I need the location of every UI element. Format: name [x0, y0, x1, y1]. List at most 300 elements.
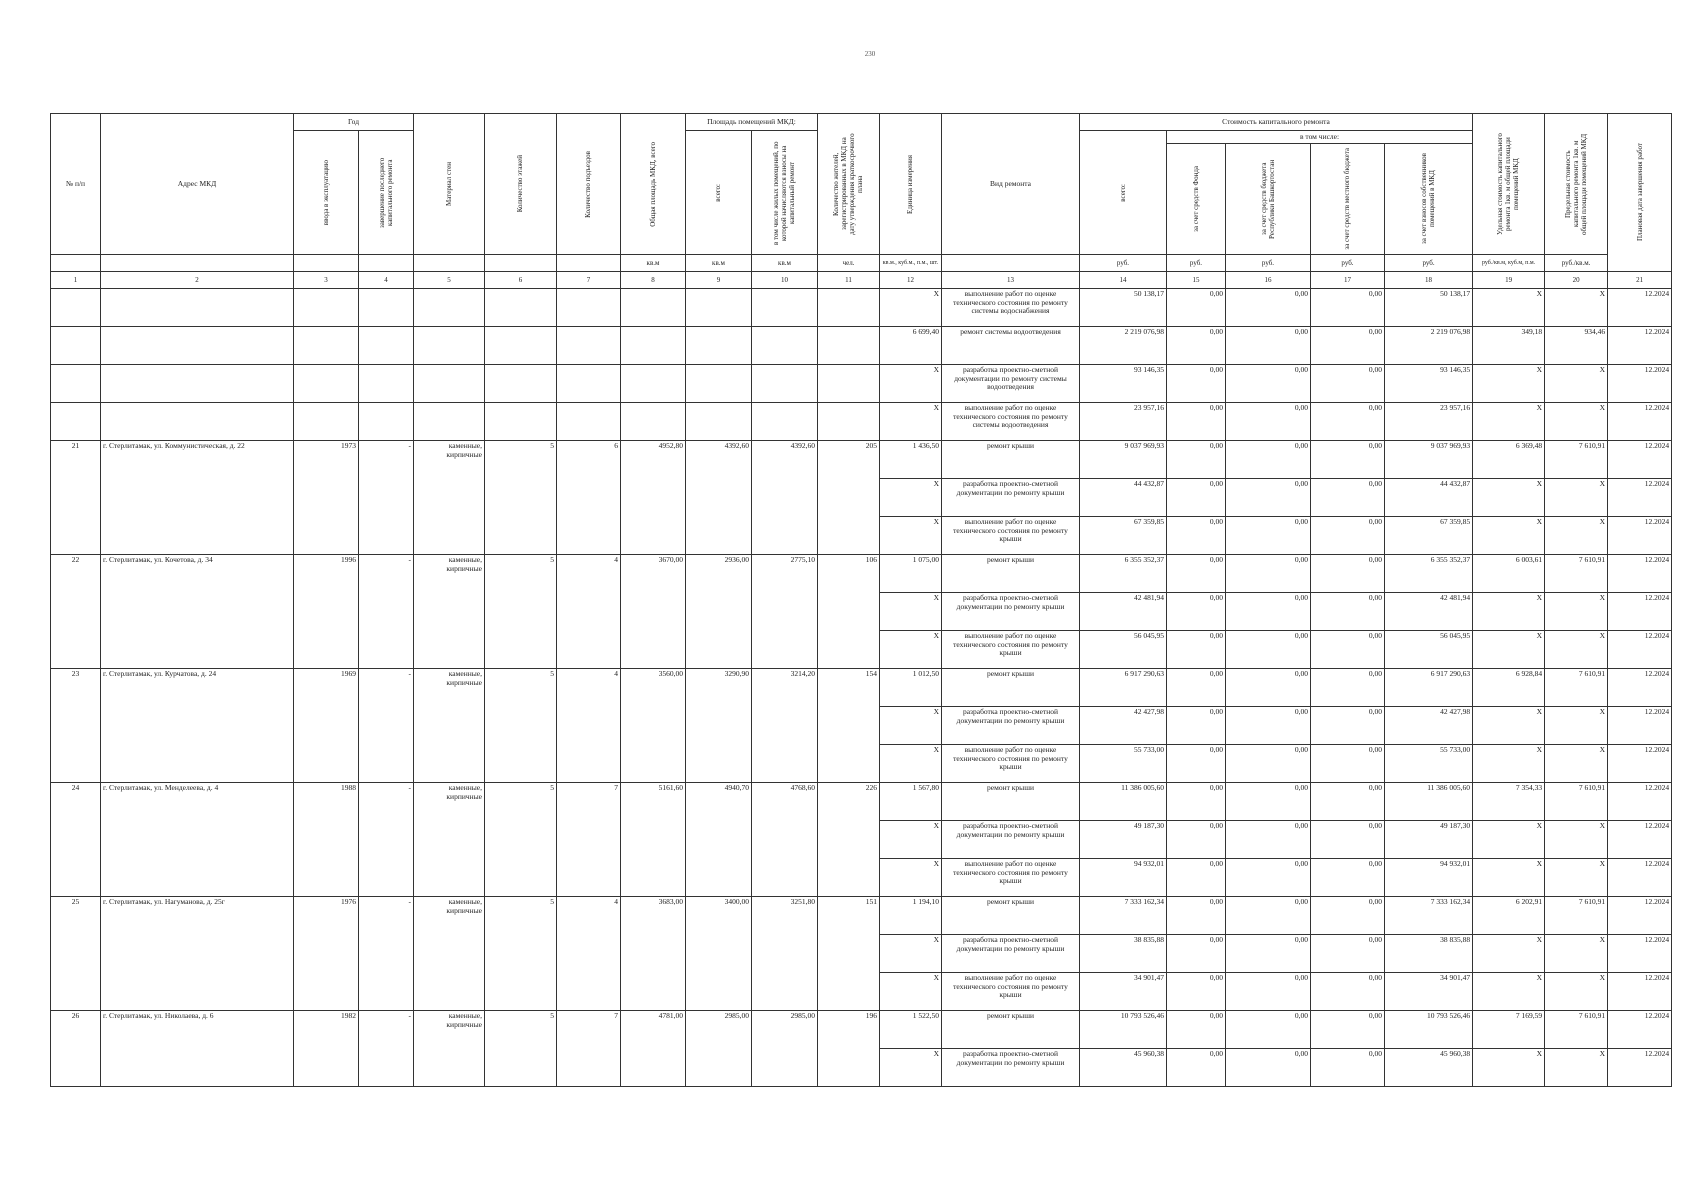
cost-total: 93 146,35: [1080, 365, 1167, 403]
cost-local-budget: 0,00: [1311, 669, 1385, 707]
limit-cost: X: [1545, 517, 1608, 555]
limit-cost: X: [1545, 365, 1608, 403]
col-header-7: Количество подъездов: [557, 114, 621, 255]
cost-group-header: Стоимость капитального ремонта: [1080, 114, 1473, 131]
specific-cost: 349,18: [1473, 327, 1545, 365]
residents-count: 154: [818, 669, 880, 783]
empty-cell: [557, 289, 621, 327]
specific-cost: X: [1473, 821, 1545, 859]
completion-date: 12.2024: [1608, 403, 1672, 441]
cost-owners: 94 932,01: [1385, 859, 1473, 897]
work-type: ремонт крыши: [942, 441, 1080, 479]
cost-fund: 0,00: [1167, 859, 1226, 897]
completion-date: 12.2024: [1608, 669, 1672, 707]
cost-fund: 0,00: [1167, 517, 1226, 555]
col-header-19: Удельная стоимость капитального ремонта 1кв. м общей площади помещений МКД: [1473, 114, 1545, 255]
unit-8: кв.м: [621, 255, 686, 272]
cost-republic-budget: 0,00: [1226, 1011, 1311, 1049]
cost-fund: 0,00: [1167, 973, 1226, 1011]
table-row: [51, 365, 1672, 403]
work-unit-value: X: [880, 707, 942, 745]
column-number: 11: [818, 272, 880, 289]
column-number: 21: [1608, 272, 1672, 289]
completion-date: 12.2024: [1608, 631, 1672, 669]
empty-cell: [686, 327, 752, 365]
cost-total: 49 187,30: [1080, 821, 1167, 859]
incl-group-header: в том числе:: [1167, 131, 1473, 144]
cost-republic-budget: 0,00: [1226, 973, 1311, 1011]
work-type: разработка проектно-сметной документации по ремонту системы водоотведения: [942, 365, 1080, 403]
cost-local-budget: 0,00: [1311, 441, 1385, 479]
cost-fund: 0,00: [1167, 745, 1226, 783]
col-header-13: Вид ремонта: [942, 114, 1080, 255]
cost-republic-budget: 0,00: [1226, 897, 1311, 935]
house-address: г. Стерлитамак, ул. Николаева, д. 6: [101, 1011, 294, 1087]
entrances-count: 6: [557, 441, 621, 555]
cost-republic-budget: 0,00: [1226, 745, 1311, 783]
floors-count: 5: [485, 441, 557, 555]
column-number: 8: [621, 272, 686, 289]
limit-cost: X: [1545, 1049, 1608, 1087]
cost-owners: 9 037 969,93: [1385, 441, 1473, 479]
house-number: 24: [51, 783, 101, 897]
cost-republic-budget: 0,00: [1226, 403, 1311, 441]
empty-cell: [752, 289, 818, 327]
work-unit-value: X: [880, 745, 942, 783]
cost-local-budget: 0,00: [1311, 745, 1385, 783]
limit-cost: X: [1545, 707, 1608, 745]
work-type: выполнение работ по оценке технического состояния по ремонту крыши: [942, 631, 1080, 669]
house-address: г. Стерлитамак, ул. Нагуманова, д. 25г: [101, 897, 294, 1011]
floors-count: 5: [485, 555, 557, 669]
total-area: 4952,80: [621, 441, 686, 555]
empty-cell: [686, 289, 752, 327]
cost-local-budget: 0,00: [1311, 935, 1385, 973]
col-header-12: Единица измерения: [880, 114, 942, 255]
cost-republic-budget: 0,00: [1226, 479, 1311, 517]
cost-total: 7 333 162,34: [1080, 897, 1167, 935]
empty-cell: [557, 403, 621, 441]
completion-date: 12.2024: [1608, 783, 1672, 821]
cost-owners: 11 386 005,60: [1385, 783, 1473, 821]
cost-total: 42 481,94: [1080, 593, 1167, 631]
empty-cell: [485, 365, 557, 403]
cost-total: 23 957,16: [1080, 403, 1167, 441]
column-number-row: [51, 272, 1672, 289]
wall-material: каменные, кирпичные: [414, 897, 485, 1011]
work-type: выполнение работ по оценке технического состояния по ремонту системы водоснабжения: [942, 289, 1080, 327]
cost-local-budget: 0,00: [1311, 517, 1385, 555]
last-repair-year: -: [359, 441, 414, 555]
limit-cost: X: [1545, 973, 1608, 1011]
empty-cell: [359, 403, 414, 441]
work-type: выполнение работ по оценке технического состояния по ремонту крыши: [942, 859, 1080, 897]
col-header-5: Материал стен: [414, 114, 485, 255]
specific-cost: X: [1473, 745, 1545, 783]
cost-fund: 0,00: [1167, 479, 1226, 517]
total-area: 4781,00: [621, 1011, 686, 1087]
total-area: 3683,00: [621, 897, 686, 1011]
cost-fund: 0,00: [1167, 783, 1226, 821]
empty-cell: [686, 403, 752, 441]
completion-date: 12.2024: [1608, 1011, 1672, 1049]
cost-local-budget: 0,00: [1311, 403, 1385, 441]
premises-area: 4940,70: [686, 783, 752, 897]
column-number: 4: [359, 272, 414, 289]
col-header-10: в том числе жилых помещений, по которой начисляются взносы на капитальный ремонт: [752, 131, 818, 255]
cost-republic-budget: 0,00: [1226, 783, 1311, 821]
empty-cell: [621, 365, 686, 403]
work-type: ремонт крыши: [942, 555, 1080, 593]
work-type: выполнение работ по оценке технического состояния по ремонту системы водоотведения: [942, 403, 1080, 441]
cost-fund: 0,00: [1167, 403, 1226, 441]
empty-cell: [414, 403, 485, 441]
work-unit-value: X: [880, 1049, 942, 1087]
last-repair-year: -: [359, 783, 414, 897]
empty-cell: [51, 365, 101, 403]
cost-owners: 50 138,17: [1385, 289, 1473, 327]
col-header-17: за счет средств местного бюджета: [1311, 144, 1385, 255]
house-number: 21: [51, 441, 101, 555]
cost-republic-budget: 0,00: [1226, 365, 1311, 403]
empty-cell: [101, 403, 294, 441]
cost-fund: 0,00: [1167, 289, 1226, 327]
floors-count: 5: [485, 1011, 557, 1087]
entrances-count: 7: [557, 783, 621, 897]
limit-cost: X: [1545, 745, 1608, 783]
specific-cost: X: [1473, 973, 1545, 1011]
cost-local-budget: 0,00: [1311, 859, 1385, 897]
empty-cell: [359, 365, 414, 403]
cost-local-budget: 0,00: [1311, 897, 1385, 935]
empty-cell: [51, 403, 101, 441]
limit-cost: X: [1545, 593, 1608, 631]
entrances-count: 4: [557, 555, 621, 669]
cost-local-budget: 0,00: [1311, 631, 1385, 669]
work-type: разработка проектно-сметной документации по ремонту крыши: [942, 707, 1080, 745]
column-number: 18: [1385, 272, 1473, 289]
completion-date: 12.2024: [1608, 745, 1672, 783]
empty-cell: [686, 365, 752, 403]
limit-cost: 934,46: [1545, 327, 1608, 365]
table-row: [51, 669, 1672, 707]
cost-fund: 0,00: [1167, 707, 1226, 745]
work-type: выполнение работ по оценке технического состояния по ремонту крыши: [942, 517, 1080, 555]
limit-cost: 7 610,91: [1545, 555, 1608, 593]
cost-local-budget: 0,00: [1311, 1049, 1385, 1087]
unit-12: кв.м., куб.м., п.м., шт.: [880, 255, 942, 272]
specific-cost: X: [1473, 403, 1545, 441]
cost-republic-budget: 0,00: [1226, 289, 1311, 327]
unit-10: кв.м: [752, 255, 818, 272]
cost-owners: 42 427,98: [1385, 707, 1473, 745]
work-unit-value: 1 522,50: [880, 1011, 942, 1049]
cost-total: 6 917 290,63: [1080, 669, 1167, 707]
work-unit-value: X: [880, 973, 942, 1011]
header-row-1: [51, 114, 1672, 131]
work-type: разработка проектно-сметной документации по ремонту крыши: [942, 935, 1080, 973]
empty-cell: [101, 289, 294, 327]
work-type: ремонт системы водоотведения: [942, 327, 1080, 365]
empty-cell: [752, 403, 818, 441]
column-number: 17: [1311, 272, 1385, 289]
cost-total: 11 386 005,60: [1080, 783, 1167, 821]
entrances-count: 7: [557, 1011, 621, 1087]
column-number: 12: [880, 272, 942, 289]
empty-cell: [485, 327, 557, 365]
col-header-3: ввода в эксплуатацию: [294, 131, 359, 255]
empty-cell: [294, 403, 359, 441]
house-number: 25: [51, 897, 101, 1011]
cost-total: 42 427,98: [1080, 707, 1167, 745]
limit-cost: X: [1545, 479, 1608, 517]
residential-area: 4768,60: [752, 783, 818, 897]
cost-local-budget: 0,00: [1311, 479, 1385, 517]
specific-cost: X: [1473, 479, 1545, 517]
table-row: [51, 1011, 1672, 1049]
floors-count: 5: [485, 669, 557, 783]
limit-cost: X: [1545, 631, 1608, 669]
specific-cost: 6 003,61: [1473, 555, 1545, 593]
table-row: [51, 441, 1672, 479]
cost-republic-budget: 0,00: [1226, 859, 1311, 897]
cost-total: 56 045,95: [1080, 631, 1167, 669]
completion-date: 12.2024: [1608, 365, 1672, 403]
year-built: 1982: [294, 1011, 359, 1087]
empty-cell: [101, 365, 294, 403]
cost-total: 45 960,38: [1080, 1049, 1167, 1087]
empty-cell: [621, 289, 686, 327]
unit-18: руб.: [1385, 255, 1473, 272]
work-type: ремонт крыши: [942, 897, 1080, 935]
table-row: [51, 289, 1672, 327]
wall-material: каменные, кирпичные: [414, 1011, 485, 1087]
unit-15: руб.: [1167, 255, 1226, 272]
total-area: 3670,00: [621, 555, 686, 669]
work-unit-value: 1 567,80: [880, 783, 942, 821]
empty-cell: [752, 365, 818, 403]
last-repair-year: -: [359, 555, 414, 669]
cost-local-budget: 0,00: [1311, 1011, 1385, 1049]
cost-fund: 0,00: [1167, 327, 1226, 365]
house-number: 22: [51, 555, 101, 669]
unit-16: руб.: [1226, 255, 1311, 272]
work-unit-value: X: [880, 821, 942, 859]
completion-date: 12.2024: [1608, 973, 1672, 1011]
empty-cell: [818, 365, 880, 403]
specific-cost: X: [1473, 1049, 1545, 1087]
empty-cell: [294, 365, 359, 403]
residential-area: 3251,80: [752, 897, 818, 1011]
year-built: 1969: [294, 669, 359, 783]
col-header-15: за счет средств Фонда: [1167, 144, 1226, 255]
cost-owners: 2 219 076,98: [1385, 327, 1473, 365]
empty-cell: [414, 327, 485, 365]
col-header-21: Плановая дата завершения работ: [1608, 114, 1672, 272]
cost-owners: 34 901,47: [1385, 973, 1473, 1011]
col-header-1: № п/п: [51, 114, 101, 255]
work-type: выполнение работ по оценке технического состояния по ремонту крыши: [942, 745, 1080, 783]
page-number: 230: [864, 50, 876, 58]
specific-cost: X: [1473, 859, 1545, 897]
col-header-9: всего:: [686, 131, 752, 255]
wall-material: каменные, кирпичные: [414, 441, 485, 555]
limit-cost: X: [1545, 935, 1608, 973]
limit-cost: 7 610,91: [1545, 1011, 1608, 1049]
specific-cost: X: [1473, 593, 1545, 631]
unit-19: руб./кв.м, куб.м, п.м.: [1473, 255, 1545, 272]
cost-owners: 10 793 526,46: [1385, 1011, 1473, 1049]
total-area: 5161,60: [621, 783, 686, 897]
limit-cost: 7 610,91: [1545, 441, 1608, 479]
work-type: ремонт крыши: [942, 1011, 1080, 1049]
work-type: выполнение работ по оценке технического состояния по ремонту крыши: [942, 973, 1080, 1011]
year-built: 1976: [294, 897, 359, 1011]
specific-cost: 6 369,48: [1473, 441, 1545, 479]
premises-area: 2936,00: [686, 555, 752, 669]
specific-cost: 7 169,59: [1473, 1011, 1545, 1049]
cost-owners: 93 146,35: [1385, 365, 1473, 403]
cost-total: 67 359,85: [1080, 517, 1167, 555]
empty-cell: [414, 365, 485, 403]
specific-cost: X: [1473, 631, 1545, 669]
limit-cost: 7 610,91: [1545, 669, 1608, 707]
work-unit-value: 1 436,50: [880, 441, 942, 479]
column-number: 16: [1226, 272, 1311, 289]
cost-republic-budget: 0,00: [1226, 441, 1311, 479]
column-number: 13: [942, 272, 1080, 289]
work-unit-value: X: [880, 403, 942, 441]
residential-area: 2985,00: [752, 1011, 818, 1087]
last-repair-year: -: [359, 669, 414, 783]
completion-date: 12.2024: [1608, 517, 1672, 555]
column-number: 1: [51, 272, 101, 289]
cost-total: 44 432,87: [1080, 479, 1167, 517]
work-unit-value: 1 194,10: [880, 897, 942, 935]
floors-count: 5: [485, 897, 557, 1011]
cost-total: 55 733,00: [1080, 745, 1167, 783]
unit-9: кв.м: [686, 255, 752, 272]
cost-total: 94 932,01: [1080, 859, 1167, 897]
house-address: г. Стерлитамак, ул. Менделеева, д. 4: [101, 783, 294, 897]
residents-count: 151: [818, 897, 880, 1011]
empty-cell: [818, 403, 880, 441]
cost-fund: 0,00: [1167, 593, 1226, 631]
cost-republic-budget: 0,00: [1226, 631, 1311, 669]
premises-area: 4392,60: [686, 441, 752, 555]
cost-owners: 38 835,88: [1385, 935, 1473, 973]
cost-total: 38 835,88: [1080, 935, 1167, 973]
col-header-18: за счет взносов собственников помещений в МКД: [1385, 144, 1473, 255]
work-type: разработка проектно-сметной документации по ремонту крыши: [942, 821, 1080, 859]
column-number: 20: [1545, 272, 1608, 289]
cost-local-budget: 0,00: [1311, 555, 1385, 593]
cost-total: 9 037 969,93: [1080, 441, 1167, 479]
specific-cost: 6 928,84: [1473, 669, 1545, 707]
cost-fund: 0,00: [1167, 935, 1226, 973]
column-number: 10: [752, 272, 818, 289]
cost-local-budget: 0,00: [1311, 365, 1385, 403]
year-built: 1988: [294, 783, 359, 897]
floors-count: 5: [485, 783, 557, 897]
specific-cost: X: [1473, 707, 1545, 745]
column-number: 2: [101, 272, 294, 289]
cost-total: 10 793 526,46: [1080, 1011, 1167, 1049]
completion-date: 12.2024: [1608, 479, 1672, 517]
empty-cell: [621, 327, 686, 365]
col-header-14: всего:: [1080, 131, 1167, 255]
empty-cell: [101, 327, 294, 365]
cost-total: 34 901,47: [1080, 973, 1167, 1011]
completion-date: 12.2024: [1608, 593, 1672, 631]
entrances-count: 4: [557, 669, 621, 783]
work-unit-value: X: [880, 859, 942, 897]
residents-count: 196: [818, 1011, 880, 1087]
cost-local-budget: 0,00: [1311, 289, 1385, 327]
limit-cost: X: [1545, 289, 1608, 327]
last-repair-year: -: [359, 897, 414, 1011]
specific-cost: 6 202,91: [1473, 897, 1545, 935]
cost-owners: 67 359,85: [1385, 517, 1473, 555]
residential-area: 2775,10: [752, 555, 818, 669]
cost-fund: 0,00: [1167, 555, 1226, 593]
limit-cost: 7 610,91: [1545, 783, 1608, 821]
completion-date: 12.2024: [1608, 707, 1672, 745]
residents-count: 106: [818, 555, 880, 669]
cost-total: 2 219 076,98: [1080, 327, 1167, 365]
house-address: г. Стерлитамак, ул. Кочетова, д. 34: [101, 555, 294, 669]
table-row: [51, 403, 1672, 441]
residential-area: 4392,60: [752, 441, 818, 555]
cost-owners: 23 957,16: [1385, 403, 1473, 441]
house-address: г. Стерлитамак, ул. Коммунистическая, д. 22: [101, 441, 294, 555]
cost-local-budget: 0,00: [1311, 327, 1385, 365]
limit-cost: X: [1545, 403, 1608, 441]
cost-republic-budget: 0,00: [1226, 935, 1311, 973]
completion-date: 12.2024: [1608, 327, 1672, 365]
wall-material: каменные, кирпичные: [414, 783, 485, 897]
col-header-4: завершение последнего капитального ремонта: [359, 131, 414, 255]
year-built: 1973: [294, 441, 359, 555]
work-unit-value: 1 075,00: [880, 555, 942, 593]
house-number: 23: [51, 669, 101, 783]
completion-date: 12.2024: [1608, 555, 1672, 593]
work-unit-value: X: [880, 935, 942, 973]
empty-cell: [359, 289, 414, 327]
empty-cell: [752, 327, 818, 365]
cost-owners: 7 333 162,34: [1385, 897, 1473, 935]
cost-republic-budget: 0,00: [1226, 1049, 1311, 1087]
cost-owners: 44 432,87: [1385, 479, 1473, 517]
column-number: 14: [1080, 272, 1167, 289]
column-number: 7: [557, 272, 621, 289]
unit-11: чел.: [818, 255, 880, 272]
work-type: ремонт крыши: [942, 783, 1080, 821]
unit-20: руб./кв.м.: [1545, 255, 1608, 272]
premises-area: 3400,00: [686, 897, 752, 1011]
cost-owners: 49 187,30: [1385, 821, 1473, 859]
work-unit-value: X: [880, 593, 942, 631]
cost-total: 6 355 352,37: [1080, 555, 1167, 593]
premises-area: 3290,90: [686, 669, 752, 783]
empty-cell: [621, 403, 686, 441]
cost-local-budget: 0,00: [1311, 783, 1385, 821]
cost-fund: 0,00: [1167, 631, 1226, 669]
column-number: 15: [1167, 272, 1226, 289]
house-number: 26: [51, 1011, 101, 1087]
work-unit-value: X: [880, 631, 942, 669]
empty-cell: [51, 289, 101, 327]
